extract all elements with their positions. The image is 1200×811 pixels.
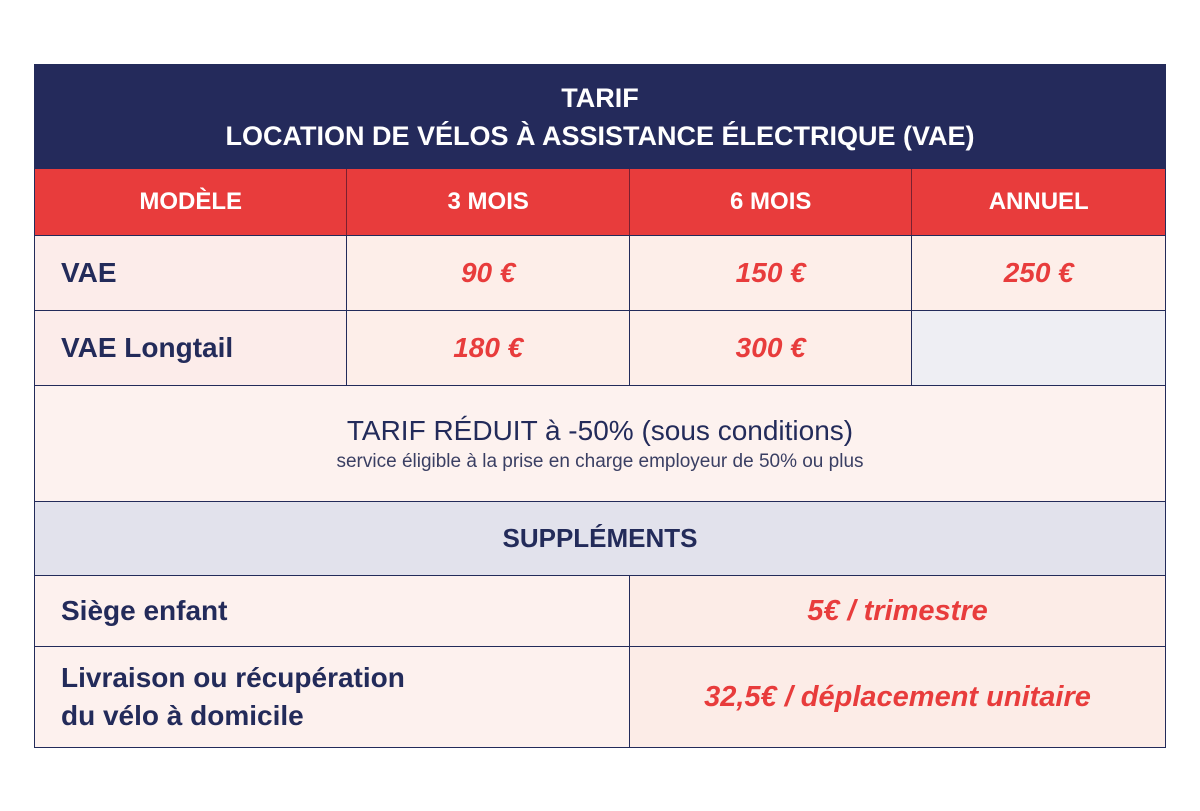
header-annual: ANNUEL <box>912 169 1165 235</box>
supplement-label-line-1: Livraison ou récupération <box>61 662 405 693</box>
price-6-months: 300 € <box>630 311 912 385</box>
header-3-months: 3 MOIS <box>347 169 630 235</box>
header-row <box>35 169 1165 236</box>
model-name: VAE <box>35 236 347 310</box>
reduced-rate-block <box>35 386 1165 502</box>
price-3-months: 90 € <box>347 236 629 310</box>
table-row <box>35 236 1165 311</box>
price-3-months: 180 € <box>347 311 629 385</box>
title-line-1: TARIF <box>561 83 639 113</box>
price-6-months: 150 € <box>630 236 912 310</box>
supplement-label: Siège enfant <box>35 576 630 646</box>
header-model: MODÈLE <box>35 169 347 235</box>
price-annual: 250 € <box>912 236 1165 310</box>
supplement-price: 5€ / trimestre <box>630 576 1165 646</box>
pricing-table <box>34 64 1166 748</box>
table-title <box>35 65 1165 169</box>
table-row <box>35 311 1165 386</box>
supplement-label <box>35 647 630 747</box>
supplements-heading: SUPPLÉMENTS <box>35 502 1165 576</box>
supplement-price: 32,5€ / déplacement unitaire <box>630 647 1165 747</box>
reduced-rate-note: service éligible à la prise en charge employeur de 50% ou plus <box>336 450 864 472</box>
title-line-2: LOCATION DE VÉLOS À ASSISTANCE ÉLECTRIQUE (VAE) <box>225 121 975 151</box>
price-annual-empty <box>912 311 1165 385</box>
supplement-label-line-2: du vélo à domicile <box>61 700 304 731</box>
model-name: VAE Longtail <box>35 311 347 385</box>
header-6-months: 6 MOIS <box>630 169 913 235</box>
reduced-rate-headline: TARIF RÉDUIT à -50% (sous conditions) <box>346 414 854 446</box>
supplement-row <box>35 576 1165 647</box>
supplement-row <box>35 647 1165 747</box>
